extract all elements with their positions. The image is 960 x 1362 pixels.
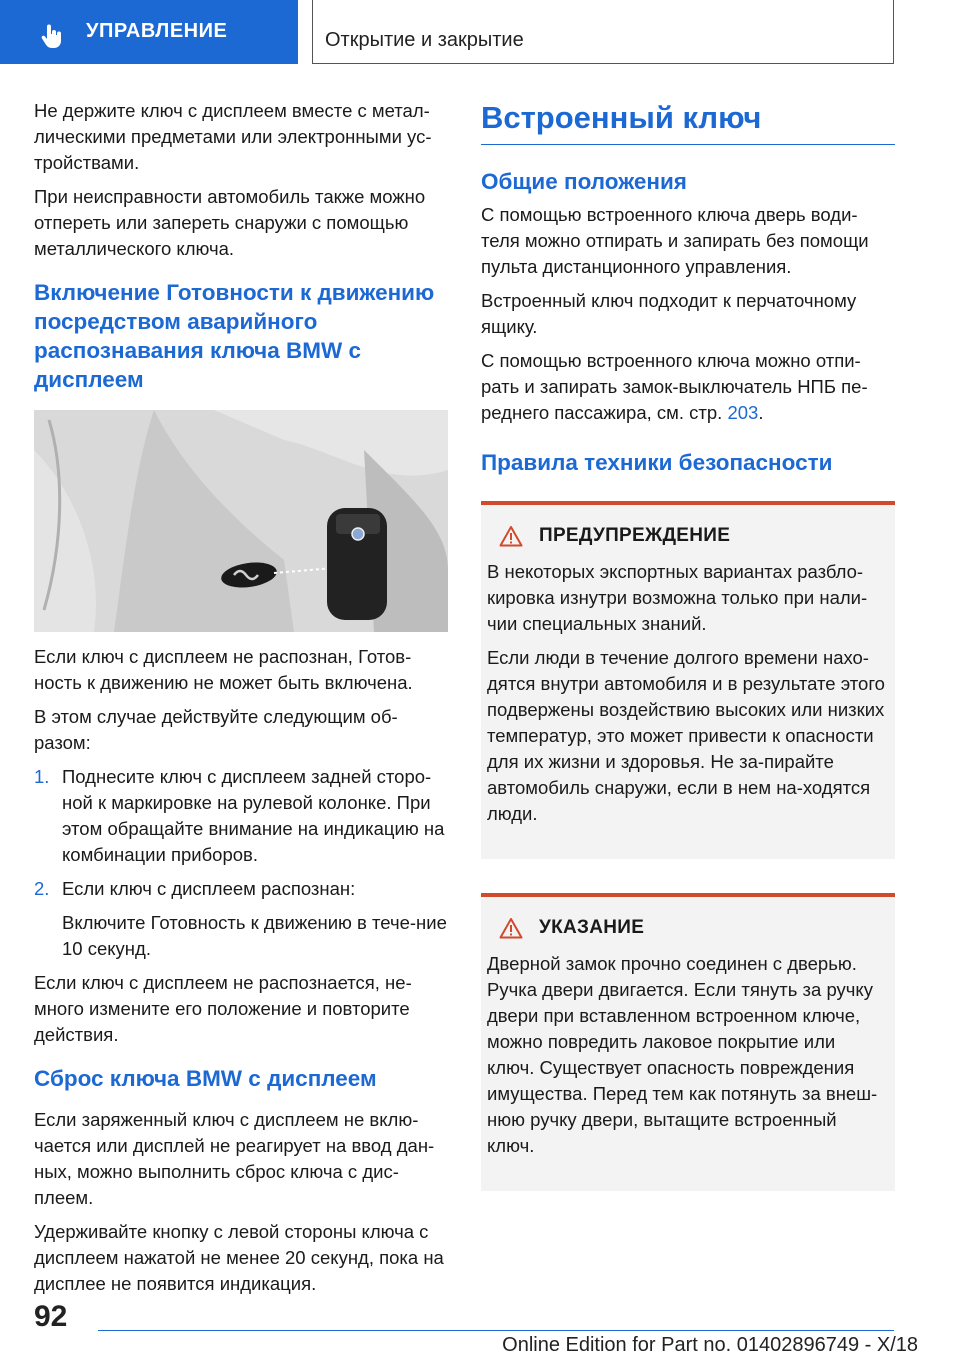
paragraph: С помощью встроенного ключа дверь води-теля можно отпирать и запирать без помощи пульта дистанционного управления.	[481, 204, 869, 277]
note-box	[481, 893, 895, 1191]
footer-edition: Online Edition for Part no. 01402896749 - X/18	[502, 1334, 918, 1356]
warning-triangle-icon	[499, 917, 523, 939]
paragraph: Если ключ с дисплеем не распознан, Готов-ность к движению не может быть включена.	[34, 646, 413, 693]
section-heading-safety: Правила техники безопасности	[481, 450, 833, 475]
paragraph: Дверной замок прочно соединен с дверью. Ручка двери двигается. Если тянуть за ручку двери при вставленном встроенном ключе, можно повредить лаковое покрытие или ключ. Существует опасность повреждения имущества. Перед тем как потянуть за внеш-нюю ручку двери, вытащите встроенный ключ.	[487, 953, 878, 1156]
paragraph	[481, 348, 895, 426]
list-item	[34, 764, 448, 868]
page-title: Встроенный ключ	[481, 98, 895, 145]
note-title: УКАЗАНИЕ	[539, 917, 645, 938]
note-header	[487, 915, 885, 941]
paragraph: В этом случае действуйте следующим об-разом:	[34, 706, 398, 753]
chapter-tab[interactable]	[312, 0, 894, 64]
section-heading-reset: Сброс ключа BMW с дисплеем	[34, 1066, 377, 1091]
left-column	[34, 98, 448, 1305]
paragraph: Если ключ с дисплеем не распознается, не-много измените его положение и повторите действия.	[34, 972, 412, 1045]
paragraph: Встроенный ключ подходит к перчаточному ящику.	[481, 290, 857, 337]
warning-title: ПРЕДУПРЕЖДЕНИЕ	[539, 525, 731, 546]
steps-list	[34, 764, 448, 962]
hand-pointer-icon	[38, 22, 66, 50]
chapter-title: Открытие и закрытие	[325, 29, 524, 51]
step-text: Поднесите ключ с дисплеем задней сторо-ной к маркировке на рулевой колонке. При этом обращайте внимание на индикацию на комбинации приборов.	[62, 766, 445, 865]
section-title: УПРАВЛЕНИЕ	[86, 20, 228, 42]
section-heading-general: Общие положения	[481, 169, 687, 194]
step-number: 2.	[34, 878, 50, 899]
paragraph: При неисправности автомобиль также можно отпереть или запереть снаружи с помощью металлического ключа.	[34, 186, 426, 259]
warning-box	[481, 501, 895, 859]
paragraph: Если заряженный ключ с дисплеем не вклю-чается или дисплей не реагирует на ввод дан-ных, можно выполнить сброс ключа с дис-плеем.	[34, 1109, 435, 1208]
section-tab[interactable]	[0, 0, 298, 64]
section-heading-ready: Включение Готовности к движению посредством аварийного распознавания ключа BMW с дисплеем	[34, 280, 435, 392]
paragraph: Если люди в течение долгого времени нахо-дятся внутри автомобиля и в результате этого подвержены воздействию высоких или низких температур, это может привести к опасности для их жизни и здоровья. Не за-пирайте автомобиль снаружи, если в нем на-ходятся люди.	[487, 647, 885, 824]
paragraph: Удерживайте кнопку с левой стороны ключа с дисплеем нажатой не менее 20 секунд, пока на дисплее не появится индикация.	[34, 1221, 444, 1294]
paragraph: В некоторых экспортных вариантах разбло-кировка изнутри возможна только при нали-чии специальных знаний.	[487, 561, 868, 634]
footer-divider	[98, 1330, 894, 1331]
warning-triangle-icon	[499, 525, 523, 547]
paragraph: Не держите ключ с дисплеем вместе с метал-лическими предметами или электронными ус-тройствами.	[34, 100, 432, 173]
warning-header	[487, 523, 885, 549]
page-number: 92	[34, 1300, 68, 1333]
step-subtext: Включите Готовность к движению в тече-ние 10 секунд.	[62, 912, 447, 959]
paragraph-end: .	[758, 402, 764, 423]
paragraph-text: С помощью встроенного ключа можно отпи-рать и запирать замок-выключатель НПБ пе-реднего пассажира, см. стр.	[481, 350, 868, 423]
step-number: 1.	[34, 766, 50, 787]
step-text: Если ключ с дисплеем распознан:	[62, 878, 356, 899]
list-item	[34, 876, 448, 962]
page-reference-link[interactable]: 203	[727, 402, 759, 423]
right-column	[481, 98, 895, 1191]
steering-column-key-photo	[34, 410, 448, 632]
